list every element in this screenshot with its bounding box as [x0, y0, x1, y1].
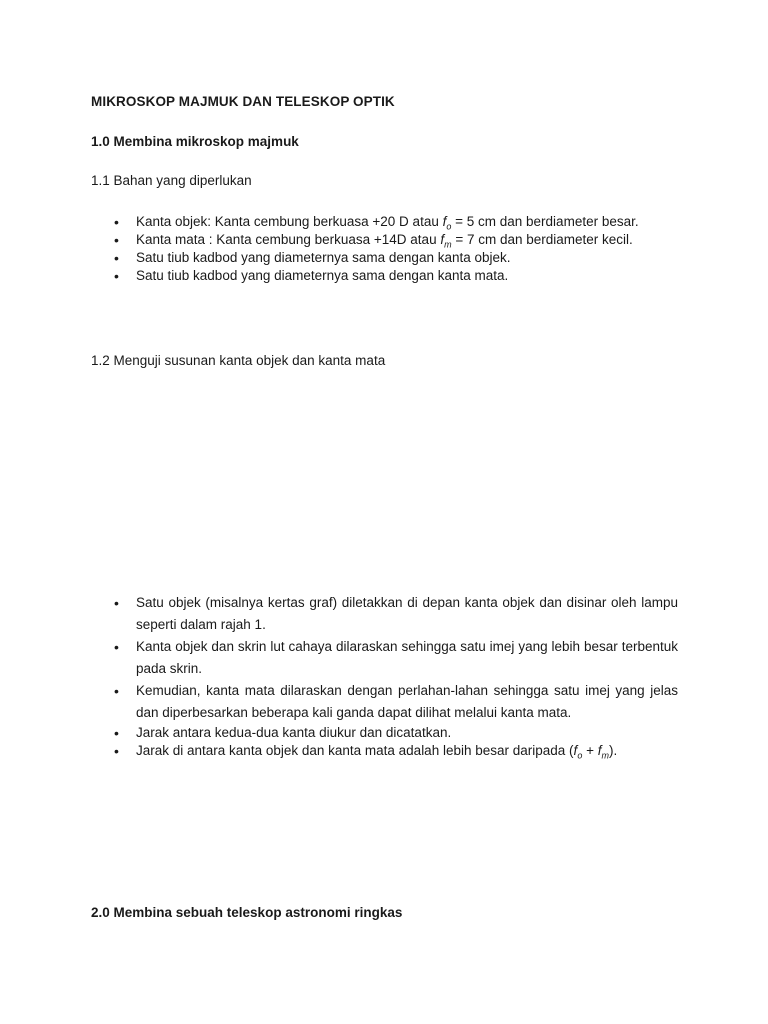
document-title: MIKROSKOP MAJMUK DAN TELESKOP OPTIK	[91, 94, 395, 109]
material-text: Kanta objek: Kanta cembung berkuasa +20 D atau	[136, 214, 443, 229]
material-text: Satu tiub kadbod yang diameternya sama dengan kanta mata.	[136, 268, 509, 283]
list-item	[114, 213, 674, 231]
material-text: = 5 cm dan berdiameter besar.	[451, 214, 639, 229]
step-text: ).	[608, 743, 618, 758]
step-text: Jarak di antara kanta objek dan kanta mata adalah lebih besar daripada (	[136, 743, 574, 758]
list-item	[114, 267, 674, 285]
focal-subscript: m	[601, 750, 609, 761]
subsection-1-2-heading: 1.2 Menguji susunan kanta objek dan kanta mata	[91, 353, 386, 368]
focal-symbol: f	[597, 743, 602, 758]
step-text: +	[582, 743, 598, 758]
list-item: • Satu objek (misalnya kertas graf) diletakkan di depan kanta objek dan disinar oleh lampu seperti dalam rajah 1.	[114, 592, 678, 636]
subsection-1-1-heading: 1.1 Bahan yang diperlukan	[91, 173, 252, 188]
list-item	[114, 742, 678, 765]
focal-subscript: o	[446, 221, 452, 232]
list-item: • Kanta objek dan skrin lut cahaya dilaraskan sehingga satu imej yang lebih besar terbentuk pada skrin.	[114, 636, 678, 680]
list-item	[114, 231, 674, 249]
material-text: = 7 cm dan berdiameter kecil.	[451, 232, 633, 247]
materials-list	[114, 213, 674, 285]
focal-symbol: f	[573, 743, 578, 758]
focal-symbol: f	[440, 232, 445, 247]
material-text: Kanta mata : Kanta cembung berkuasa +14D atau	[136, 232, 441, 247]
section-1-heading: 1.0 Membina mikroskop majmuk	[91, 134, 299, 149]
focal-subscript: m	[444, 239, 452, 250]
list-item: • Kemudian, kanta mata dilaraskan dengan perlahan-lahan sehingga satu imej yang jelas dan diperbesarkan beberapa kali ganda dapat dilihat melalui kanta mata.	[114, 680, 678, 724]
focal-symbol: f	[442, 214, 447, 229]
material-text: Satu tiub kadbod yang diameternya sama dengan kanta objek.	[136, 250, 511, 265]
steps-list	[114, 592, 678, 765]
list-item	[114, 249, 674, 267]
list-item: • Jarak antara kedua-dua kanta diukur dan dicatatkan.	[114, 724, 678, 742]
focal-subscript: o	[577, 750, 583, 761]
section-2-heading: 2.0 Membina sebuah teleskop astronomi ringkas	[91, 905, 403, 920]
